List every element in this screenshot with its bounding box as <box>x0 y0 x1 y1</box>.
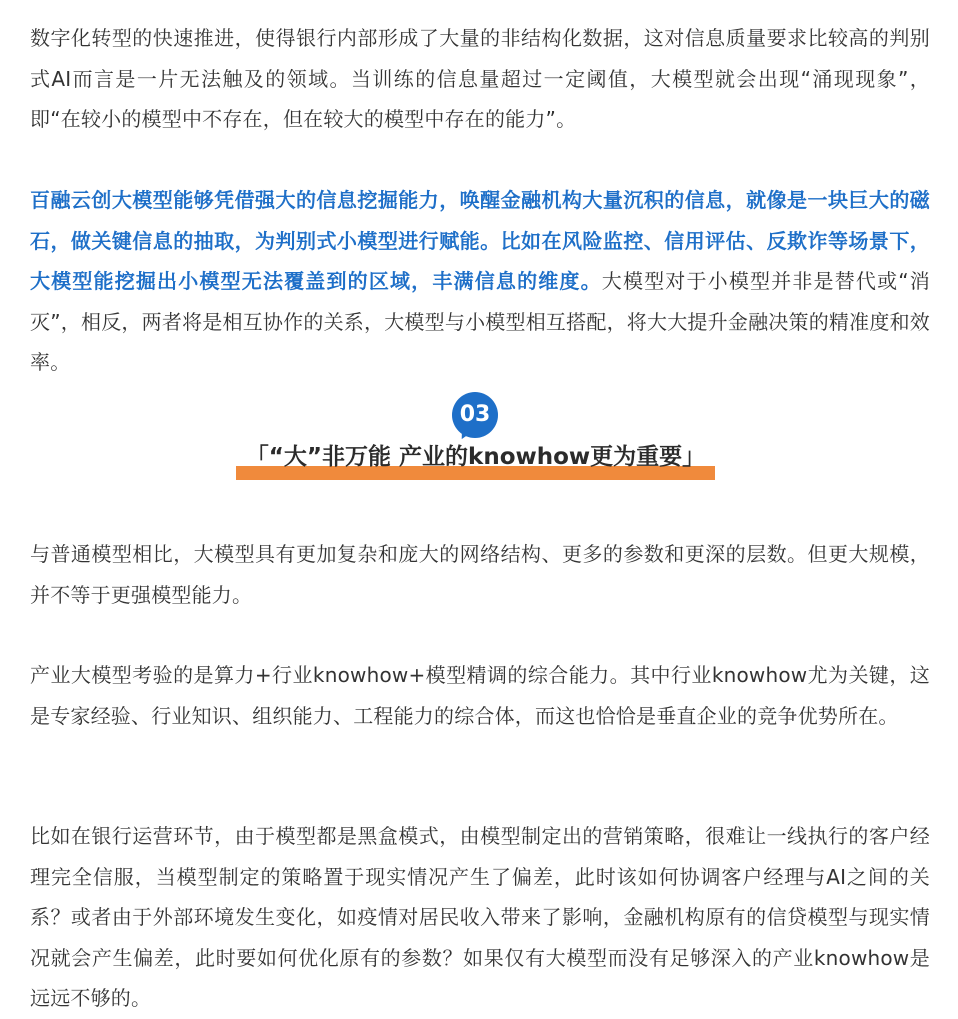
section-number-badge: 03 <box>452 392 498 438</box>
highlighted-text: 百融云创大模型能够凭借强大的信息挖掘能力，唤醒金融机构大量沉积的信息，就像是一块巨大的磁石，做关键信息的抽取，为判别式小模型进行赋能。比如在风险监控、信用评估、反欺诈等场景下，大模型能挖掘出小模型无法覆盖到的区域，丰满信息的维度。 <box>30 188 930 293</box>
paragraph-intro: 数字化转型的快速推进，使得银行内部形成了大量的非结构化数据，这对信息质量要求比较高的判别式AI而言是一片无法触及的领域。当训练的信息量超过一定阈值，大模型就会出现“涌现现象”，即“在较小的模型中不存在，但在较大的模型中存在的能力”。 <box>30 26 930 131</box>
paragraph-model-scale: 与普通模型相比，大模型具有更加复杂和庞大的网络结构、更多的参数和更深的层数。但更大规模，并不等于更强模型能力。 <box>30 542 930 607</box>
paragraph-highlight <box>30 180 930 383</box>
paragraph-continuation: 大模型对于小模型并非是替代或“消灭”，相反，两者将是相互协作的关系，大模型与小模型相互搭配，将大大提升金融决策的精准度和效率。 <box>30 269 930 374</box>
paragraph-bank-operations: 比如在银行运营环节，由于模型都是黑盒模式，由模型制定出的营销策略，很难让一线执行的客户经理完全信服，当模型制定的策略置于现实情况产生了偏差，此时该如何协调客户经理与AI之间的关系？或者由于外部环境发生变化，如疫情对居民收入带来了影响，金融机构原有的信贷模型与现实情况就会产生偏差，此时要如何优化原有的参数？如果仅有大模型而没有足够深入的产业knowhow是远远不够的。 <box>30 824 930 1010</box>
section-title: 「“大”非万能 产业的knowhow更为重要」 <box>245 444 706 470</box>
paragraph-industry-knowhow: 产业大模型考验的是算力+行业knowhow+模型精调的综合能力。其中行业knowhow尤为关键，这是专家经验、行业知识、组织能力、工程能力的综合体，而这也恰恰是垂直企业的竞争优势所在。 <box>30 663 930 728</box>
